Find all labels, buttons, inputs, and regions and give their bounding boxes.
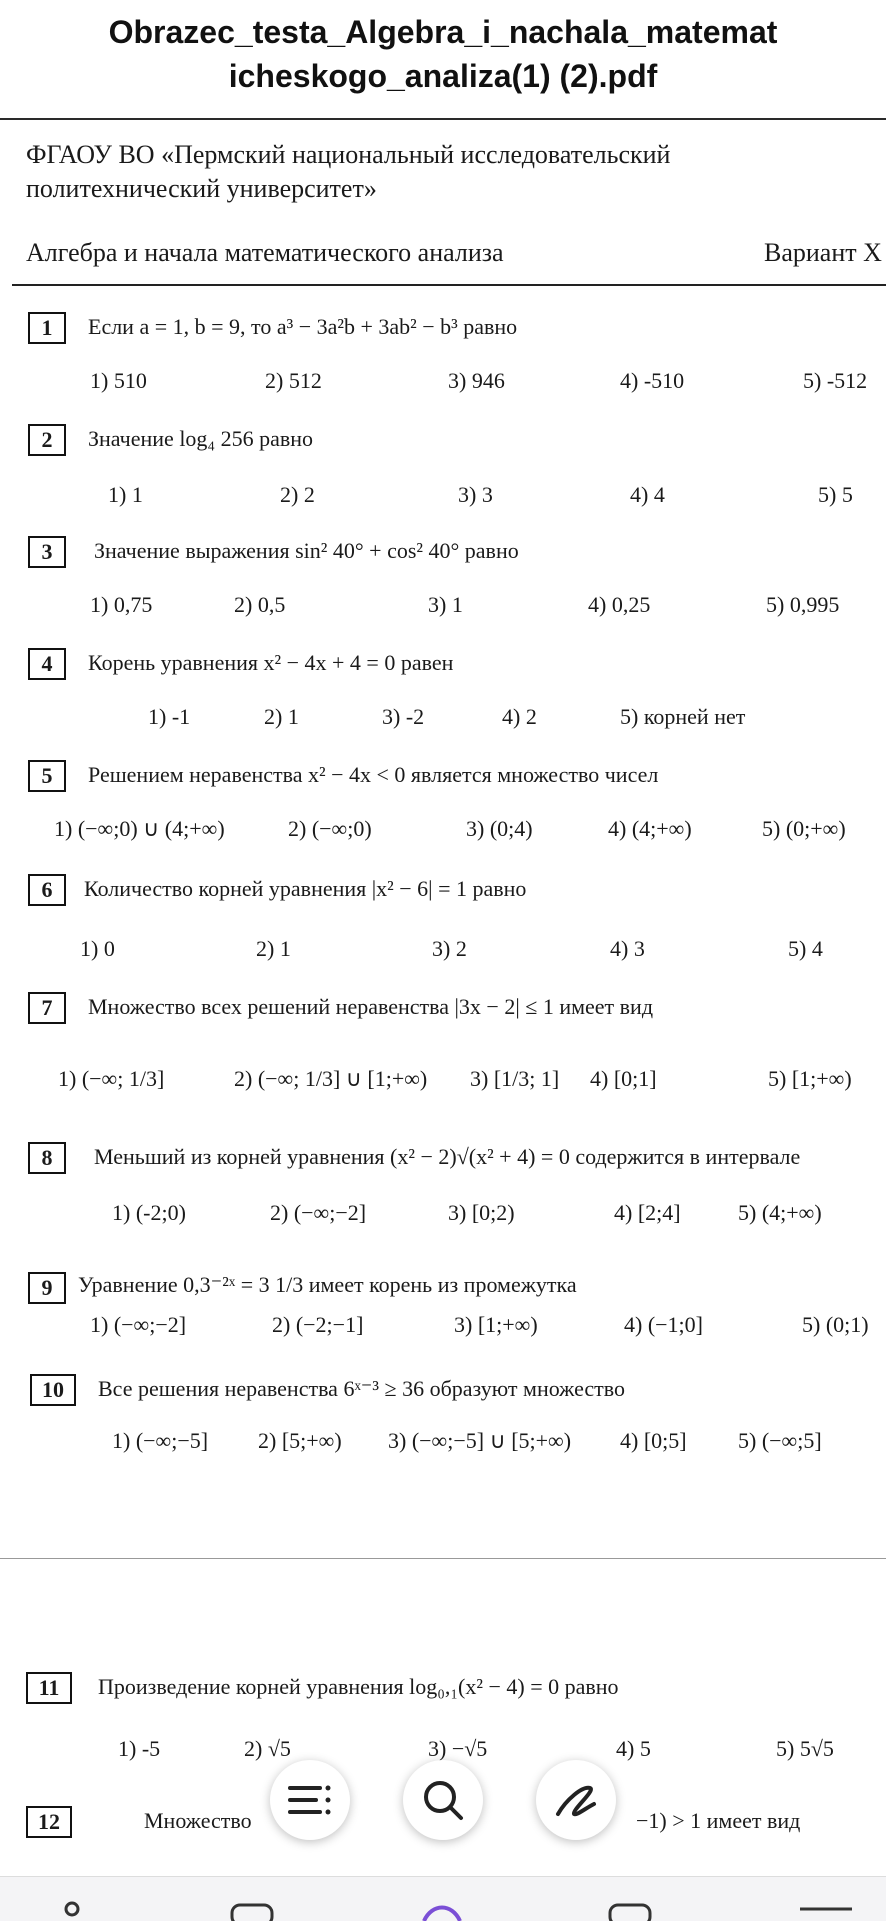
pdf-page-1 (0, 120, 886, 1560)
answer-option: 4) 3 (610, 936, 645, 961)
more-icon[interactable] (796, 1899, 856, 1921)
answer-option: 2) √5 (244, 1736, 291, 1761)
annotate-button[interactable] (536, 1760, 616, 1840)
answer-option: 5) 5 (818, 482, 853, 507)
question-number: 6 (28, 874, 66, 906)
answer-option: 3) [0;2) (448, 1200, 515, 1225)
answer-option: 3) −√5 (428, 1736, 488, 1761)
answer-option: 1) 510 (90, 368, 147, 393)
document-title-line2: icheskogo_analiza(1) (2).pdf (228, 58, 658, 94)
answer-option: 3) [1/3; 1] (470, 1066, 560, 1091)
question-number: 8 (28, 1142, 66, 1174)
question-text: Произведение корней уравнения log₀,₁(x² − 4) = 0 равно (98, 1674, 619, 1699)
answer-option: 5) (4;+∞) (738, 1200, 822, 1225)
answer-option: 1) (-2;0) (112, 1200, 186, 1225)
menu-icon (286, 1782, 334, 1818)
answer-option: 4) 5 (616, 1736, 651, 1761)
answer-option: 5) (−∞;5] (738, 1428, 822, 1453)
answer-option: 3) 3 (458, 482, 493, 507)
question-number: 10 (30, 1374, 76, 1406)
question-text: Меньший из корней уравнения (x² − 2)√(x² + 4) = 0 содержится в интервале (94, 1144, 801, 1169)
answer-option: 1) -1 (148, 704, 191, 729)
question-text: Уравнение 0,3⁻²ˣ = 3 1/3 имеет корень из промежутка (78, 1272, 577, 1297)
answer-option: 5) 5√5 (776, 1736, 834, 1761)
answer-option: 2) (−2;−1] (272, 1312, 364, 1337)
question-number: 5 (28, 760, 66, 792)
question-number: 1 (28, 312, 66, 344)
answer-option: 5) корней нет (620, 704, 746, 729)
answer-option: 2) 0,5 (234, 592, 286, 617)
answer-option: 3) (0;4) (466, 816, 533, 841)
answer-option: 2) 2 (280, 482, 315, 507)
pen-icon (552, 1780, 600, 1820)
answer-option: 1) -5 (118, 1736, 161, 1761)
question-text: Решением неравенства x² − 4x < 0 является множество чисел (88, 762, 659, 787)
answer-option: 5) 4 (788, 936, 823, 961)
answer-option: 2) (−∞;−2] (270, 1200, 367, 1225)
question-number: 4 (28, 648, 66, 680)
subject-title: Алгебра и начала математического анализа (26, 238, 504, 267)
home-icon[interactable] (418, 1899, 466, 1921)
question-text: Количество корней уравнения |x² − 6| = 1 равно (84, 876, 527, 901)
search-button[interactable] (403, 1760, 483, 1840)
answer-option: 1) (−∞;−2] (90, 1312, 187, 1337)
question-number: 9 (28, 1272, 66, 1304)
answer-option: 5) -512 (803, 368, 868, 393)
profile-icon[interactable] (56, 1899, 88, 1921)
answer-option: 4) [0;5] (620, 1428, 687, 1453)
question-text-tail: −1) > 1 имеет вид (636, 1808, 801, 1833)
question-number: 12 (26, 1806, 72, 1838)
header-divider (12, 284, 886, 286)
answer-option: 2) 1 (264, 704, 299, 729)
question-text: Если a = 1, b = 9, то a³ − 3a²b + 3ab² − b³ равно (88, 314, 518, 339)
answer-option: 2) [5;+∞) (258, 1428, 342, 1453)
answer-option: 3) 1 (428, 592, 463, 617)
answer-option: 4) [2;4] (614, 1200, 681, 1225)
bottom-navigation-bar (0, 1876, 886, 1921)
menu-button[interactable] (270, 1760, 350, 1840)
answer-option: 4) (4;+∞) (608, 816, 692, 841)
page-separator (0, 1558, 886, 1559)
org-line2: политехнический университет» (26, 174, 377, 203)
answer-option: 1) (−∞;0) ∪ (4;+∞) (54, 816, 225, 841)
question-number: 7 (28, 992, 66, 1024)
answer-option: 1) 0 (80, 936, 115, 961)
answer-option: 4) 0,25 (588, 592, 651, 617)
answer-option: 3) [1;+∞) (454, 1312, 538, 1337)
question-text: Множество (144, 1808, 252, 1833)
variant-label: Вариант Х (764, 238, 882, 267)
answer-option: 3) -2 (382, 704, 425, 729)
answer-option: 1) 1 (108, 482, 143, 507)
documents-icon[interactable] (228, 1899, 276, 1921)
answer-option: 4) (−1;0] (624, 1312, 703, 1337)
answer-option: 4) -510 (620, 368, 685, 393)
search-icon (421, 1778, 465, 1822)
answer-option: 1) (−∞;−5] (112, 1428, 209, 1453)
answer-option: 5) 0,995 (766, 592, 840, 617)
answer-option: 5) (0;+∞) (762, 816, 846, 841)
question-text: Все решения неравенства 6ˣ⁻³ ≥ 36 образуют множество (98, 1376, 626, 1401)
question-text: Значение выражения sin² 40° + cos² 40° равно (94, 538, 519, 563)
answer-option: 3) 946 (448, 368, 505, 393)
answer-option: 1) 0,75 (90, 592, 153, 617)
question-number: 11 (26, 1672, 72, 1704)
document-title-bar (0, 0, 886, 120)
answer-option: 2) 1 (256, 936, 291, 961)
answer-option: 2) (−∞; 1/3] ∪ [1;+∞) (234, 1066, 428, 1091)
question-text: Значение log₄ 256 равно (88, 426, 314, 451)
answer-option: 3) 2 (432, 936, 467, 961)
answer-option: 4) 2 (502, 704, 537, 729)
question-number: 2 (28, 424, 66, 456)
files-icon[interactable] (606, 1899, 654, 1921)
document-title-line1: Obrazec_testa_Algebra_i_nachala_matemat (108, 14, 778, 50)
answer-option: 3) (−∞;−5] ∪ [5;+∞) (388, 1428, 572, 1453)
answer-option: 4) 4 (630, 482, 665, 507)
answer-option: 4) [0;1] (590, 1066, 657, 1091)
question-text: Множество всех решений неравенства |3x − 2| ≤ 1 имеет вид (88, 994, 654, 1019)
question-number: 3 (28, 536, 66, 568)
answer-option: 1) (−∞; 1/3] (58, 1066, 165, 1091)
answer-option: 5) (0;1) (802, 1312, 869, 1337)
answer-option: 2) (−∞;0) (288, 816, 372, 841)
org-name (26, 138, 670, 206)
org-line1: ФГАОУ ВО «Пермский национальный исследовательский (26, 140, 671, 169)
question-text: Корень уравнения x² − 4x + 4 = 0 равен (88, 650, 454, 675)
answer-option: 5) [1;+∞) (768, 1066, 852, 1091)
answer-option: 2) 512 (265, 368, 322, 393)
